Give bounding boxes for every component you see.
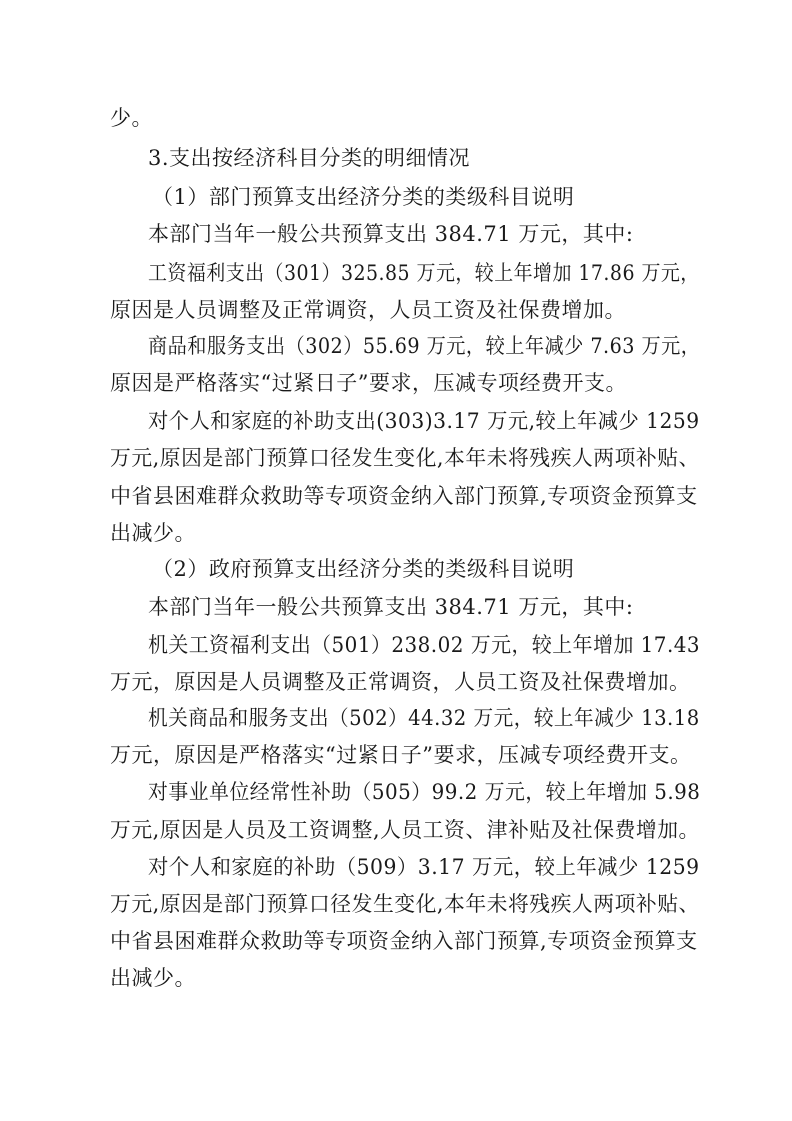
text-line: 出减少。 <box>110 966 196 990</box>
text-line: 万元,原因是人员及工资调整,人员工资、津补贴及社保费增加。 <box>110 818 700 842</box>
text-line: 对个人和家庭的补助支出(303)3.17 万元,较上年减少 1259 <box>148 409 700 433</box>
section-heading-3: 3.支出按经济科目分类的明细情况 <box>148 146 471 170</box>
text-line: 机关商品和服务支出（502）44.32 万元，较上年减少 13.18 <box>148 706 700 730</box>
text-line: 对事业单位经常性补助（505）99.2 万元，较上年增加 5.98 <box>148 780 701 804</box>
text-line: 万元,原因是部门预算口径发生变化,本年未将残疾人两项补贴、 <box>110 446 700 470</box>
text-line: 原因是人员调整及正常调资，人员工资及社保费增加。 <box>110 298 626 322</box>
text-line: 机关工资福利支出（501）238.02 万元，较上年增加 17.43 <box>148 633 701 657</box>
text-line: 对个人和家庭的补助（509）3.17 万元，较上年减少 1259 <box>148 855 700 879</box>
text-line: 万元，原因是严格落实“过紧日子”要求，压减专项经费开支。 <box>110 743 692 767</box>
text-line-continuation: 少。 <box>110 106 153 130</box>
text-line: 本部门当年一般公共预算支出 384.71 万元，其中: <box>148 595 634 619</box>
subsection-heading-2: （2）政府预算支出经济分类的类级科目说明 <box>152 557 575 581</box>
text-line: 工资福利支出（301）325.85 万元，较上年增加 17.86 万元， <box>148 261 700 285</box>
text-line: 万元,原因是部门预算口径发生变化,本年未将残疾人两项补贴、 <box>110 892 700 916</box>
text-line: 中省县困难群众救助等专项资金纳入部门预算,专项资金预算支 <box>110 929 698 953</box>
text-line: 本部门当年一般公共预算支出 384.71 万元，其中: <box>148 222 634 246</box>
text-line: 商品和服务支出（302）55.69 万元，较上年减少 7.63 万元， <box>148 334 701 358</box>
text-line: 中省县困难群众救助等专项资金纳入部门预算,专项资金预算支 <box>110 484 698 508</box>
text-line: 万元，原因是人员调整及正常调资，人员工资及社保费增加。 <box>110 670 691 694</box>
subsection-heading-1: （1）部门预算支出经济分类的类级科目说明 <box>152 185 575 209</box>
text-line: 原因是严格落实“过紧日子”要求，压减专项经费开支。 <box>110 371 627 395</box>
text-line: 出减少。 <box>110 521 196 545</box>
